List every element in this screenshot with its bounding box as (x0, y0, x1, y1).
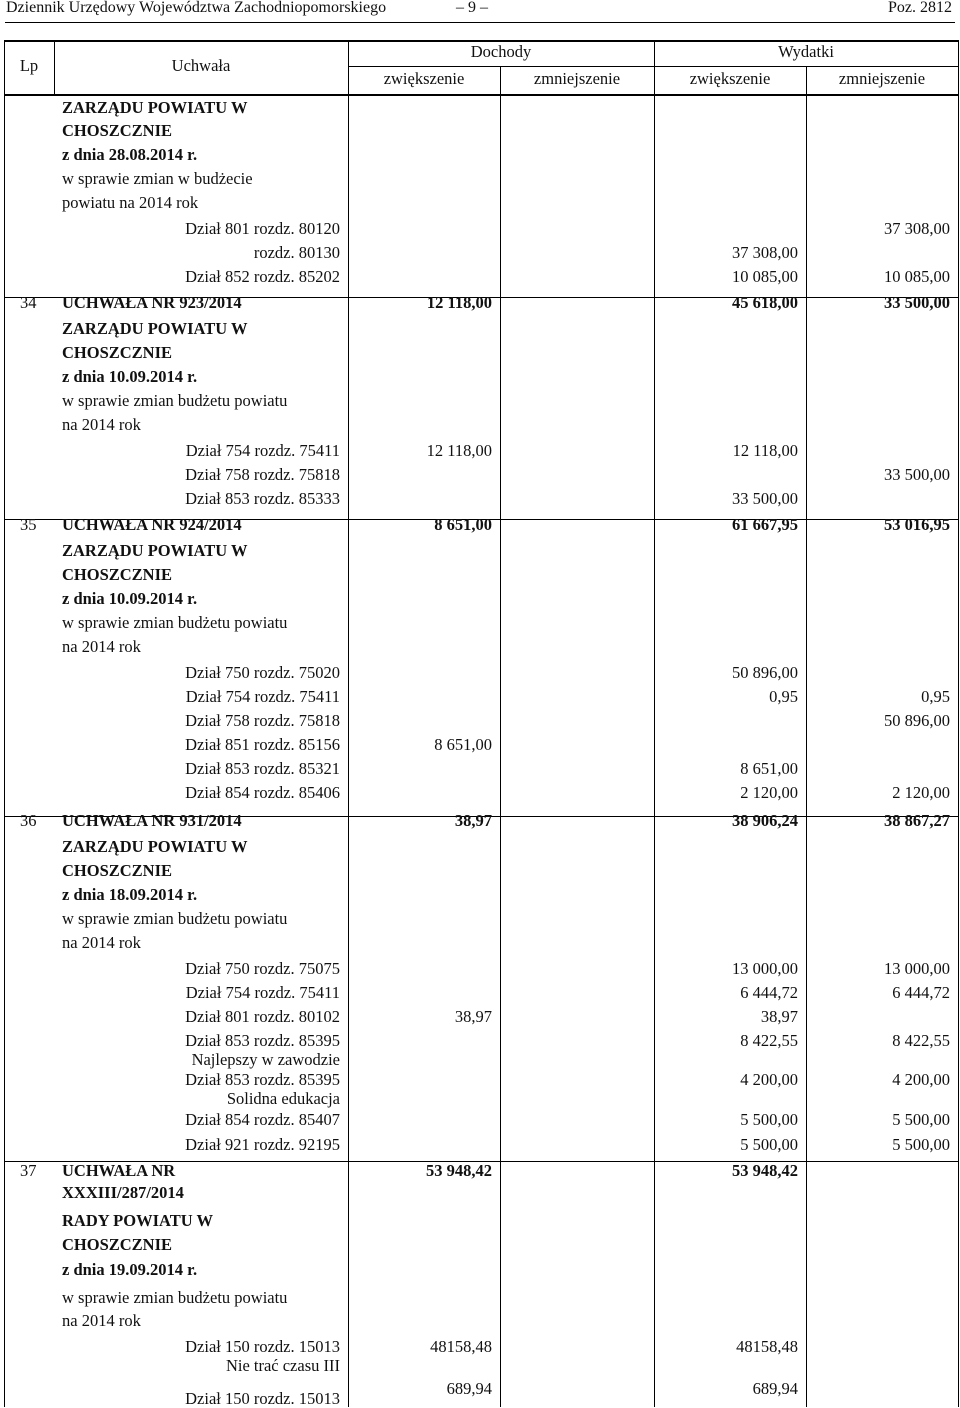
total-dz: 8 651,00 (434, 515, 492, 534)
detail-value-dz: 38,97 (454, 1007, 492, 1026)
detail-value-wz: 0,95 (769, 687, 798, 706)
detail-value-wz: 12 118,00 (732, 441, 798, 460)
detail-classification: Dział 801 rozdz. 80102 (185, 1007, 340, 1026)
detail-classification: Dział 758 rozdz. 75818 (185, 711, 340, 730)
resolution-title-number: XXXIII/287/2014 (62, 1183, 184, 1202)
detail-value-wm: 5 500,00 (892, 1135, 950, 1154)
resolution-line: w sprawie zmian budżetu powiatu (62, 1288, 288, 1307)
resolution-line: z dnia 28.08.2014 r. (62, 145, 198, 164)
detail-classification: Dział 750 rozdz. 75020 (185, 663, 340, 682)
detail-classification: Dział 754 rozdz. 75411 (185, 983, 340, 1002)
detail-value-wm: 37 308,00 (884, 219, 950, 238)
detail-value-wm: 10 085,00 (884, 267, 950, 286)
grid-line-v (958, 40, 959, 1407)
detail-classification: Dział 853 rozdz. 85321 (185, 759, 340, 778)
resolution-title: UCHWAŁA NR 924/2014 (62, 515, 242, 534)
col-uchwala-header: Uchwała (171, 56, 231, 75)
row-lp-number: 37 (20, 1161, 37, 1180)
resolution-line: na 2014 rok (62, 933, 141, 952)
total-wz: 38 906,24 (732, 811, 798, 830)
detail-value-wm: 8 422,55 (892, 1031, 950, 1050)
resolution-title: UCHWAŁA NR 923/2014 (62, 293, 242, 312)
page-number: – 9 – (456, 0, 488, 16)
detail-value-wz: 13 000,00 (732, 959, 798, 978)
detail-classification: Dział 853 rozdz. 85395 (185, 1031, 340, 1050)
grid-line-h (4, 1161, 348, 1162)
detail-value-wm: 0,95 (921, 687, 950, 706)
col-dochody-header: Dochody (470, 42, 532, 61)
detail-task-name: Nie trać czasu III (225, 1356, 340, 1375)
total-dz: 38,97 (454, 811, 492, 830)
detail-value-wm: 50 896,00 (884, 711, 950, 730)
total-dz: 53 948,42 (426, 1161, 492, 1180)
resolution-title: UCHWAŁA NR 931/2014 (62, 811, 242, 830)
detail-value-wz: 5 500,00 (740, 1110, 798, 1129)
detail-classification: Dział 754 rozdz. 75411 (185, 441, 340, 460)
resolution-line: CHOSZCZNIE (62, 861, 173, 880)
resolution-line: ZARZĄDU POWIATU W (62, 541, 248, 560)
total-wz: 61 667,95 (732, 515, 798, 534)
header-rule (5, 22, 955, 23)
resolution-line: z dnia 10.09.2014 r. (62, 589, 198, 608)
resolution-line: na 2014 rok (62, 415, 141, 434)
detail-value-dz: 689,94 (446, 1379, 492, 1398)
resolution-line: w sprawie zmian budżetu powiatu (62, 391, 288, 410)
total-wz: 45 618,00 (732, 293, 798, 312)
detail-classification: Dział 754 rozdz. 75411 (185, 687, 340, 706)
grid-line-v (4, 40, 5, 1407)
resolution-line: ZARZĄDU POWIATU W (62, 319, 248, 338)
detail-value-wz: 37 308,00 (732, 243, 798, 262)
detail-value-wz: 8 651,00 (740, 759, 798, 778)
detail-classification: Dział 758 rozdz. 75818 (185, 465, 340, 484)
grid-line-h (348, 66, 958, 67)
detail-classification: rozdz. 80130 (253, 243, 340, 262)
col-lp-header: Lp (19, 56, 39, 75)
row-lp-number: 35 (20, 515, 37, 534)
resolution-line: w sprawie zmian budżetu powiatu (62, 909, 288, 928)
resolution-title: UCHWAŁA NR (62, 1161, 176, 1180)
position-number: Poz. 2812 (888, 0, 952, 16)
resolution-line: CHOSZCZNIE (62, 343, 173, 362)
row-lp-number: 34 (20, 293, 37, 312)
total-wz: 53 948,42 (732, 1161, 798, 1180)
resolution-line: ZARZĄDU POWIATU W (62, 837, 248, 856)
resolution-line: w sprawie zmian budżetu powiatu (62, 613, 288, 632)
detail-value-wz: 689,94 (752, 1379, 798, 1398)
col-dochody-zmniejszenie: zmniejszenie (533, 69, 621, 88)
detail-classification: Dział 851 rozdz. 85156 (185, 735, 340, 754)
resolution-line: w sprawie zmian w budżecie (62, 169, 253, 188)
detail-value-wm: 4 200,00 (892, 1070, 950, 1089)
detail-classification: Dział 750 rozdz. 75075 (185, 959, 340, 978)
total-dz: 12 118,00 (426, 293, 492, 312)
total-wm: 53 016,95 (884, 515, 950, 534)
detail-value-wz: 2 120,00 (740, 783, 798, 802)
detail-value-wz: 48158,48 (736, 1337, 798, 1356)
resolution-line: CHOSZCZNIE (62, 1235, 173, 1254)
resolution-line: na 2014 rok (62, 637, 141, 656)
resolution-line: CHOSZCZNIE (62, 565, 173, 584)
detail-value-dz: 48158,48 (430, 1337, 492, 1356)
col-wydatki-zmniejszenie: zmniejszenie (838, 69, 926, 88)
detail-value-wz: 4 200,00 (740, 1070, 798, 1089)
detail-task-name: Solidna edukacja (226, 1089, 340, 1108)
row-lp-number: 36 (20, 811, 37, 830)
resolution-line: CHOSZCZNIE (62, 121, 173, 140)
detail-value-wz: 33 500,00 (732, 489, 798, 508)
detail-value-wz: 6 444,72 (740, 983, 798, 1002)
resolution-line: z dnia 10.09.2014 r. (62, 367, 198, 386)
detail-task-name: Najlepszy w zawodzie (191, 1050, 340, 1069)
total-wm: 33 500,00 (884, 293, 950, 312)
detail-value-wm: 6 444,72 (892, 983, 950, 1002)
total-wm: 38 867,27 (884, 811, 950, 830)
budget-table (0, 40, 960, 1407)
detail-value-dz: 8 651,00 (434, 735, 492, 754)
detail-classification: Dział 150 rozdz. 15013 (185, 1389, 340, 1408)
grid-line-h (4, 94, 958, 96)
detail-value-wz: 5 500,00 (740, 1135, 798, 1154)
grid-line-v (348, 40, 349, 1407)
detail-value-wz: 50 896,00 (732, 663, 798, 682)
detail-value-wm: 33 500,00 (884, 465, 950, 484)
resolution-line: powiatu na 2014 rok (62, 193, 199, 212)
detail-classification: Dział 853 rozdz. 85333 (185, 489, 340, 508)
detail-classification: Dział 854 rozdz. 85407 (185, 1110, 340, 1129)
col-dochody-zwiekszenie: zwiększenie (383, 69, 465, 88)
detail-value-wz: 38,97 (760, 1007, 798, 1026)
col-wydatki-header: Wydatki (778, 42, 834, 61)
detail-classification: Dział 852 rozdz. 85202 (185, 267, 340, 286)
detail-classification: Dział 150 rozdz. 15013 (185, 1337, 340, 1356)
journal-title: Dziennik Urzędowy Województwa Zachodniopomorskiego (6, 0, 387, 16)
resolution-line: ZARZĄDU POWIATU W (62, 98, 248, 117)
detail-value-wz: 10 085,00 (732, 267, 798, 286)
resolution-line: z dnia 18.09.2014 r. (62, 885, 198, 904)
detail-classification: Dział 853 rozdz. 85395 (185, 1070, 340, 1089)
detail-value-wm: 2 120,00 (892, 783, 950, 802)
detail-classification: Dział 921 rozdz. 92195 (185, 1135, 340, 1154)
detail-value-wm: 13 000,00 (884, 959, 950, 978)
grid-line-v (500, 67, 501, 1407)
page-header (0, 0, 960, 26)
detail-classification: Dział 801 rozdz. 80120 (185, 219, 340, 238)
resolution-line: na 2014 rok (62, 1311, 141, 1330)
detail-value-wm: 5 500,00 (892, 1110, 950, 1129)
resolution-line: RADY POWIATU W (62, 1211, 213, 1230)
resolution-line: z dnia 19.09.2014 r. (62, 1260, 198, 1279)
detail-classification: Dział 854 rozdz. 85406 (185, 783, 340, 802)
detail-value-wz: 8 422,55 (740, 1031, 798, 1050)
detail-value-dz: 12 118,00 (426, 441, 492, 460)
col-wydatki-zwiekszenie: zwiększenie (689, 69, 771, 88)
